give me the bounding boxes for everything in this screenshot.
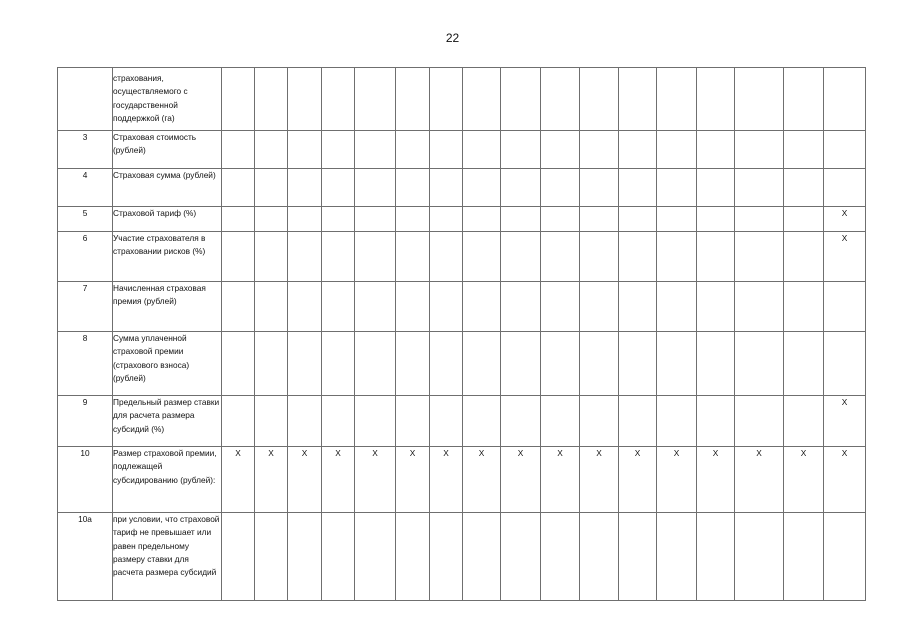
table-cell: [255, 232, 288, 282]
table-cell: [355, 396, 396, 447]
table-row: [58, 282, 866, 332]
table-cell: [541, 131, 580, 169]
table-cell: [463, 207, 501, 232]
table-cell: [784, 131, 824, 169]
table-cell: [501, 513, 541, 601]
row-label: при условии, что страховой тариф не превышает или равен предельному размеру ставки для расчета размера субсидий: [113, 513, 222, 601]
table-cell: [824, 332, 866, 396]
table-cell: [784, 169, 824, 207]
table-cell: [784, 68, 824, 131]
row-number: 9: [58, 396, 113, 447]
table-cell: [580, 68, 619, 131]
table-cell: [784, 207, 824, 232]
table-cell: [657, 131, 697, 169]
table-cell: [430, 332, 463, 396]
x-mark-cell: X: [824, 396, 866, 447]
table-cell: [255, 513, 288, 601]
table-cell: [824, 169, 866, 207]
table-row: [58, 396, 866, 447]
table-cell: [784, 232, 824, 282]
table-cell: [657, 68, 697, 131]
table-cell: [580, 232, 619, 282]
table-cell: [396, 513, 430, 601]
table-cell: [396, 396, 430, 447]
table-cell: [322, 396, 355, 447]
table-cell: [288, 332, 322, 396]
row-label: Страховой тариф (%): [113, 207, 222, 232]
table-cell: [580, 131, 619, 169]
table-cell: [619, 68, 657, 131]
table-cell: [463, 396, 501, 447]
table-cell: [322, 232, 355, 282]
table-row: [58, 68, 866, 131]
x-mark-cell: X: [501, 447, 541, 513]
table-cell: [580, 169, 619, 207]
table-cell: [541, 68, 580, 131]
table-cell: [541, 396, 580, 447]
table-cell: [735, 396, 784, 447]
table-cell: [619, 207, 657, 232]
x-mark-cell: X: [735, 447, 784, 513]
table-cell: [657, 396, 697, 447]
x-mark-cell: X: [255, 447, 288, 513]
row-number: [58, 68, 113, 131]
row-number: 6: [58, 232, 113, 282]
table-cell: [463, 68, 501, 131]
table-cell: [501, 332, 541, 396]
table-cell: [501, 131, 541, 169]
row-number: 7: [58, 282, 113, 332]
row-number: 4: [58, 169, 113, 207]
x-mark-cell: X: [619, 447, 657, 513]
table-cell: [355, 169, 396, 207]
table-cell: [430, 169, 463, 207]
table-cell: [501, 68, 541, 131]
table-cell: [697, 396, 735, 447]
table-cell: [322, 332, 355, 396]
table-cell: [355, 131, 396, 169]
table-cell: [735, 131, 784, 169]
table-cell: [619, 169, 657, 207]
row-label: Страховая сумма (рублей): [113, 169, 222, 207]
table-cell: [396, 169, 430, 207]
table-cell: [430, 207, 463, 232]
table-cell: [430, 68, 463, 131]
row-label: Начисленная страховая премия (рублей): [113, 282, 222, 332]
table-cell: [580, 396, 619, 447]
row-label: Размер страховой премии, подлежащей субсидированию (рублей):: [113, 447, 222, 513]
row-number: 5: [58, 207, 113, 232]
x-mark-cell: X: [580, 447, 619, 513]
table-cell: [697, 282, 735, 332]
table-cell: [430, 232, 463, 282]
table-cell: [824, 513, 866, 601]
table-cell: [222, 282, 255, 332]
table-row: [58, 207, 866, 232]
row-label: Предельный размер ставки для расчета размера субсидий (%): [113, 396, 222, 447]
table-cell: [288, 396, 322, 447]
table-cell: [288, 513, 322, 601]
table-cell: [255, 169, 288, 207]
table-cell: [222, 232, 255, 282]
x-mark-cell: X: [430, 447, 463, 513]
table-cell: [396, 207, 430, 232]
table-cell: [784, 332, 824, 396]
table-cell: [430, 513, 463, 601]
table-cell: [735, 207, 784, 232]
table-cell: [657, 232, 697, 282]
table-cell: [355, 207, 396, 232]
page-number: 22: [445, 31, 460, 45]
table-cell: [463, 332, 501, 396]
table-cell: [784, 282, 824, 332]
x-mark-cell: X: [824, 207, 866, 232]
table-cell: [824, 68, 866, 131]
row-number: 8: [58, 332, 113, 396]
table-cell: [355, 232, 396, 282]
table-cell: [222, 169, 255, 207]
table-cell: [657, 282, 697, 332]
table-cell: [735, 68, 784, 131]
table-cell: [541, 232, 580, 282]
table-cell: [541, 513, 580, 601]
table-row: [58, 332, 866, 396]
table-cell: [619, 131, 657, 169]
row-label: страхования, осуществляемого с государственной поддержкой (га): [113, 68, 222, 131]
table-cell: [430, 396, 463, 447]
table-cell: [288, 68, 322, 131]
table-cell: [697, 131, 735, 169]
table-cell: [735, 332, 784, 396]
row-label: Сумма уплаченной страховой премии (страхового взноса) (рублей): [113, 332, 222, 396]
table-cell: [255, 332, 288, 396]
table-cell: [735, 232, 784, 282]
table-cell: [501, 207, 541, 232]
table-cell: [619, 282, 657, 332]
table-cell: [322, 513, 355, 601]
row-number: 3: [58, 131, 113, 169]
table-cell: [541, 207, 580, 232]
x-mark-cell: X: [824, 447, 866, 513]
x-mark-cell: X: [541, 447, 580, 513]
table-cell: [355, 513, 396, 601]
table-cell: [697, 332, 735, 396]
x-mark-cell: X: [288, 447, 322, 513]
table-cell: [541, 282, 580, 332]
table-cell: [501, 282, 541, 332]
x-mark-cell: X: [697, 447, 735, 513]
x-mark-cell: X: [824, 232, 866, 282]
table-cell: [463, 232, 501, 282]
table-cell: [322, 131, 355, 169]
table-cell: [355, 332, 396, 396]
table-cell: [697, 207, 735, 232]
table-cell: [580, 282, 619, 332]
table-cell: [657, 332, 697, 396]
table-cell: [619, 396, 657, 447]
table-cell: [222, 131, 255, 169]
table-cell: [735, 282, 784, 332]
table-cell: [619, 332, 657, 396]
x-mark-cell: X: [222, 447, 255, 513]
x-mark-cell: X: [657, 447, 697, 513]
table-cell: [580, 207, 619, 232]
x-mark-cell: X: [322, 447, 355, 513]
table-cell: [697, 169, 735, 207]
table-cell: [322, 169, 355, 207]
table-cell: [288, 207, 322, 232]
table-cell: [288, 282, 322, 332]
table-cell: [501, 169, 541, 207]
table-cell: [735, 513, 784, 601]
report-table: [57, 67, 866, 601]
table-cell: [355, 68, 396, 131]
table-cell: [255, 131, 288, 169]
table-cell: [657, 207, 697, 232]
table-row: [58, 169, 866, 207]
table-cell: [396, 232, 430, 282]
table-cell: [222, 332, 255, 396]
table-cell: [288, 169, 322, 207]
table-row: [58, 513, 866, 601]
table-cell: [255, 396, 288, 447]
table-cell: [697, 68, 735, 131]
table-cell: [580, 332, 619, 396]
table-row: [58, 232, 866, 282]
table-cell: [322, 282, 355, 332]
table-cell: [463, 513, 501, 601]
table-cell: [322, 68, 355, 131]
table-cell: [222, 207, 255, 232]
table-cell: [222, 68, 255, 131]
row-number: 10а: [58, 513, 113, 601]
table-cell: [824, 131, 866, 169]
table-cell: [396, 332, 430, 396]
table-cell: [463, 282, 501, 332]
table-row: [58, 447, 866, 513]
x-mark-cell: X: [784, 447, 824, 513]
table-cell: [222, 513, 255, 601]
table-cell: [657, 169, 697, 207]
table-cell: [657, 513, 697, 601]
table-cell: [580, 513, 619, 601]
table-cell: [541, 332, 580, 396]
table-cell: [322, 207, 355, 232]
x-mark-cell: X: [355, 447, 396, 513]
table-cell: [255, 207, 288, 232]
row-label: Страховая стоимость (рублей): [113, 131, 222, 169]
x-mark-cell: X: [396, 447, 430, 513]
table-cell: [396, 282, 430, 332]
table-cell: [697, 232, 735, 282]
table-cell: [619, 513, 657, 601]
table-cell: [735, 169, 784, 207]
row-label: Участие страхователя в страховании рисков (%): [113, 232, 222, 282]
table-cell: [430, 131, 463, 169]
table-row: [58, 131, 866, 169]
table-cell: [619, 232, 657, 282]
table-cell: [288, 232, 322, 282]
table-cell: [697, 513, 735, 601]
table-cell: [501, 232, 541, 282]
table-cell: [824, 282, 866, 332]
table-cell: [784, 396, 824, 447]
table-cell: [541, 169, 580, 207]
table-cell: [430, 282, 463, 332]
row-number: 10: [58, 447, 113, 513]
table-cell: [396, 68, 430, 131]
table-cell: [396, 131, 430, 169]
table-cell: [501, 396, 541, 447]
table-cell: [255, 68, 288, 131]
table-cell: [463, 131, 501, 169]
table-cell: [355, 282, 396, 332]
table-cell: [463, 169, 501, 207]
table-cell: [222, 396, 255, 447]
table-cell: [288, 131, 322, 169]
x-mark-cell: X: [463, 447, 501, 513]
table-cell: [255, 282, 288, 332]
table-cell: [784, 513, 824, 601]
